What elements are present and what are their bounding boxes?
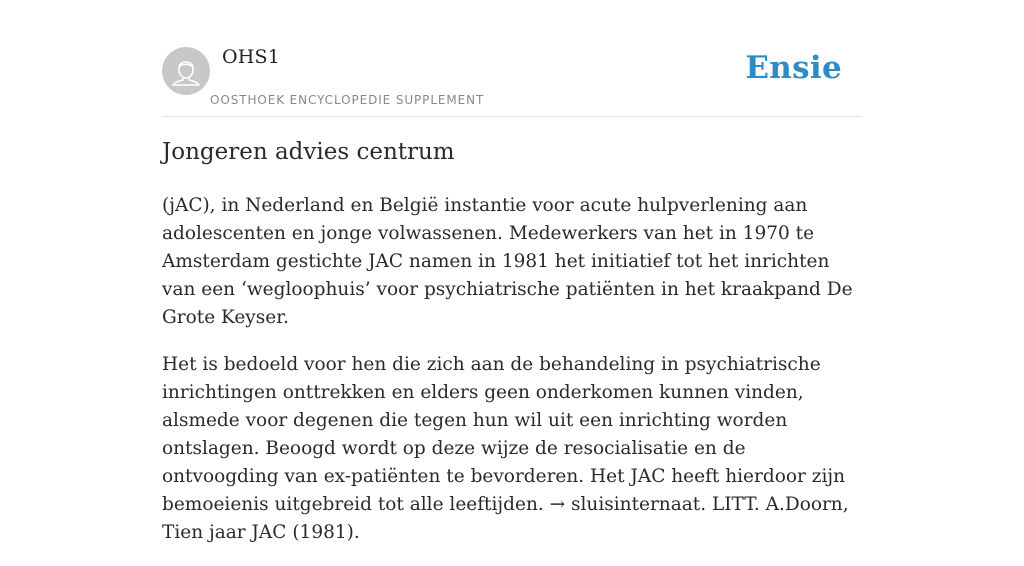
article-title: Jongeren advies centrum [162,139,455,165]
user-icon [162,47,210,95]
paragraph: Het is bedoeld voor hen die zich aan de behandeling in psychiatrische inrichtingen onttrekken en elders geen onderkomen kunnen vinden, alsmede voor degenen die tegen hun wil uit een inrichting worden ontslagen. Beoogd wordt op deze wijze de resocialisatie en de ontvoogding van ex-patiënten te bevorderen. Het JAC heeft hierdoor zijn bemoeienis uitgebreid tot alle leeftijden. → sluisinternaat. LITT. A.Doorn, Tien jaar JAC (1981). [162,354,849,543]
article-header [162,46,862,117]
paragraph: (jAC), in Nederland en België instantie voor acute hulpverlening aan adolescenten en jonge volwassenen. Medewerkers van het in 1970 te Amsterdam gestichte JAC namen in 1981 het initiatief tot het inrichten van een ‘wegloophuis’ voor psychiatrische patiënten in het kraakpand De Grote Keyser. [162,195,853,328]
source-label[interactable]: OOSTHOEK ENCYCLOPEDIE SUPPLEMENT [210,93,485,107]
ensie-logo[interactable]: Ensie [745,50,842,86]
article-body [162,192,862,566]
avatar[interactable] [162,47,210,95]
author-name[interactable]: OHS1 [222,46,281,68]
